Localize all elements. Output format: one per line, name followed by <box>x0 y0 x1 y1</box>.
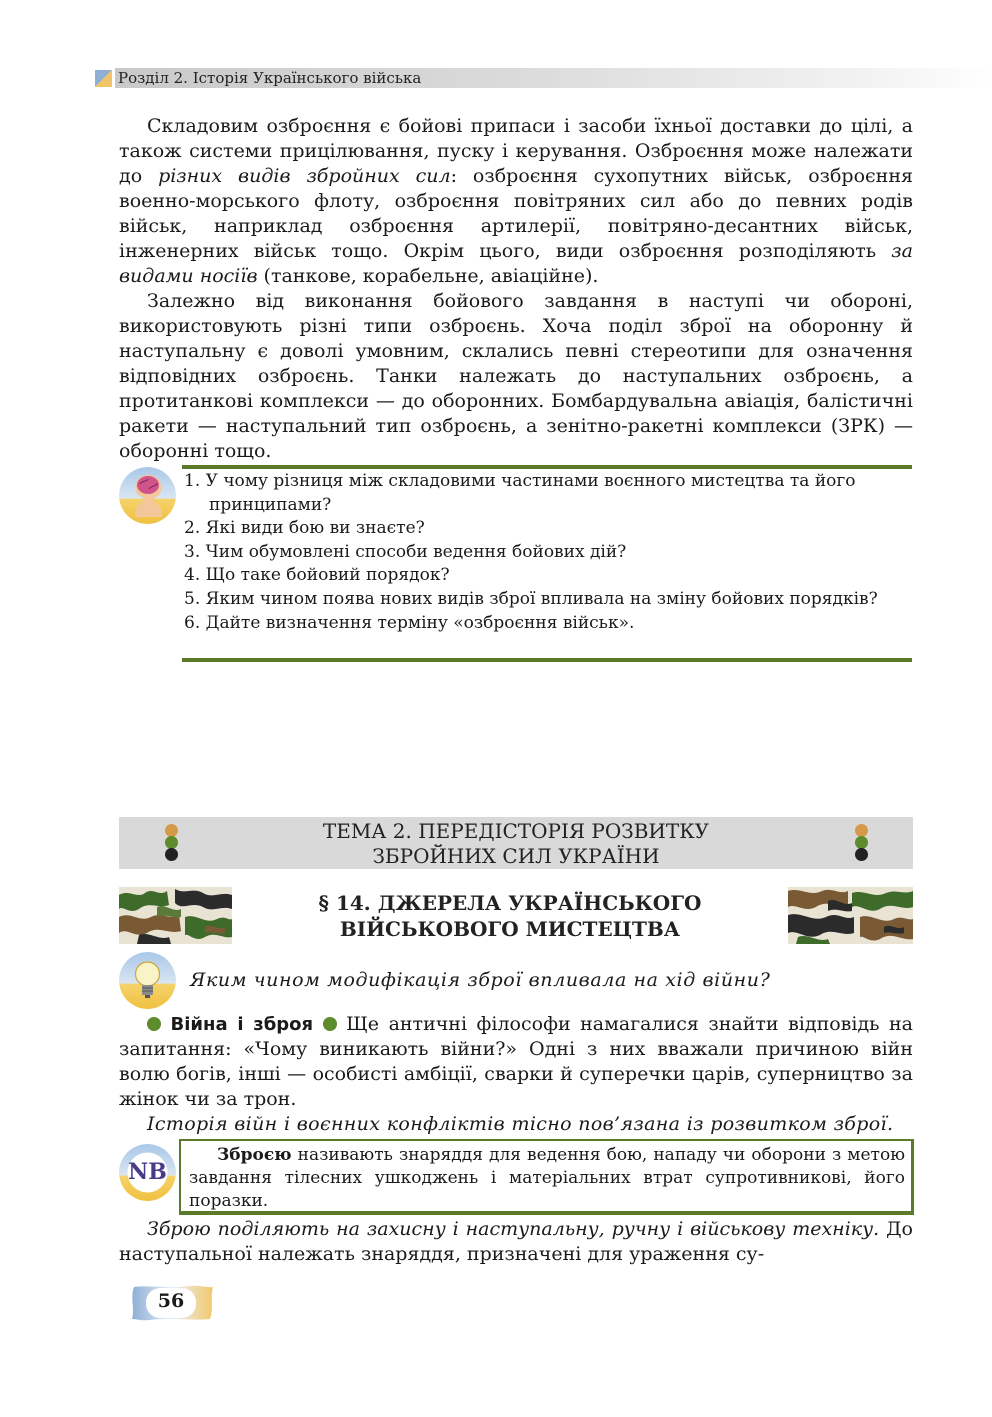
running-header <box>95 68 992 88</box>
war-and-weapon-paragraph <box>119 1012 913 1137</box>
definition-text <box>181 1141 911 1213</box>
question-item: 5. Яким чином поява нових видів зброї впливала на зміну бойових порядків? <box>184 588 878 609</box>
questions-top-rule <box>182 465 912 469</box>
questions-list <box>184 470 912 635</box>
italic-term: різних видів збройних сил <box>158 165 451 187</box>
theme-title-line1: ТЕМА 2. ПЕРЕДІСТОРІЯ РОЗВИТКУ <box>322 819 710 843</box>
text-run: До наступальної належать знаряддя, призначені для ураження су- <box>119 1218 913 1265</box>
italic-term: за видами носіїв <box>119 240 913 287</box>
header-corner-mark <box>95 70 112 87</box>
main-text-block <box>119 114 913 464</box>
text-run: Ще античні філософи намагалися знайти відповідь на запитання: «Чому виникають війни?» Одні з них вважали причиною війн волю богів, інші — особисті амбіції, сварки й суперечки царів, суперництво за жінок чи за трон. <box>119 1013 913 1110</box>
question-item: 6. Дайте визначення терміну «озброєння військ». <box>184 612 635 633</box>
text-run: називають знаряддя для ведення бою, нападу чи оборони з метою завдання тілесних ушкоджень і матеріальних втрат супротивникові, його поразки. <box>189 1145 905 1211</box>
text-run: : озброєння сухопутних військ, озброєння военно-морського флоту, озброєння повітряних сил або до певних родів військ, наприклад озброєння артилерії, повітряно-десантних військ, інженерних військ тощо. Окрім цього, види озброєння розподіляють <box>119 165 913 262</box>
nb-badge-text: NB <box>128 1159 167 1185</box>
theme-banner <box>119 817 913 869</box>
subheading-war-and-weapon: Війна і зброя <box>170 1014 314 1035</box>
paragraph-armament-composition <box>119 114 913 289</box>
brain-head-icon <box>119 467 176 524</box>
green-bullet-icon <box>147 1017 161 1031</box>
paragraph-weapon-types: Залежно від виконання бойового завдання в наступі чи обороні, використовують різні типи озброєнь. Хоча поділ зброї на оборонну й наступальну є доволі умовним, склались певні стереотипи для означення відповідних озброєнь. Танки належать до наступальних озброєнь, а протитанкові комплекси — до оборонних. Бомбардувальна авіація, балістичні ракети — наступальний тип озброєнь, а зенітно-ракетні комплекси (ЗРК) — оборонні тощо. <box>119 290 913 462</box>
theme-title-line2: ЗБРОЙНИХ СИЛ УКРАЇНИ <box>372 844 660 868</box>
last-paragraph-block <box>119 1217 913 1267</box>
question-item: 1. У чому різниця між складовими частинами воєнного мистецтва та його принципами? <box>184 471 856 515</box>
camouflage-pattern-right <box>788 887 913 944</box>
italic-statement: Історія війн і воєнних конфліктів тісно пов’язана із розвитком зброї. <box>147 1113 894 1135</box>
key-question: Яким чином модифікація зброї впливала на хід війни? <box>190 969 771 991</box>
green-bullet-icon <box>323 1017 337 1031</box>
camouflage-pattern-left <box>119 887 232 944</box>
paragraph-war-causes <box>119 1012 913 1112</box>
defined-term: Зброєю <box>217 1145 292 1165</box>
text-run: Складовим озброєння є бойові припаси і засоби їхньої доставки до цілі, а також системи прицілювання, пуску і керування. Озброєння може належати до <box>119 115 913 187</box>
questions-bottom-rule <box>182 658 912 662</box>
lightbulb-icon <box>119 952 176 1009</box>
page-number: 56 <box>157 1290 185 1312</box>
running-title: Розділ 2. Історія Українського війська <box>118 69 422 87</box>
section-title-line1: § 14. ДЖЕРЕЛА УКРАЇНСЬКОГО <box>318 891 702 915</box>
question-item: 2. Які види бою ви знаєте? <box>184 518 425 539</box>
question-item: 4. Що таке бойовий порядок? <box>184 565 450 586</box>
italic-term: Зброю поділяють на захисну і наступальну, ручну і військову техніку. <box>147 1218 880 1240</box>
section-title-line2: ВІЙСЬКОВОГО МИСТЕЦТВА <box>339 917 681 941</box>
page-number-badge <box>130 1285 215 1321</box>
definition-box <box>179 1139 914 1215</box>
paragraph-weapon-classification <box>119 1217 913 1267</box>
text-run: (танкове, корабельне, авіаційне). <box>257 265 599 287</box>
section-title <box>250 890 770 942</box>
question-item: 3. Чим обумовлені способи ведення бойових дій? <box>184 541 627 562</box>
nb-badge-icon <box>119 1144 176 1201</box>
